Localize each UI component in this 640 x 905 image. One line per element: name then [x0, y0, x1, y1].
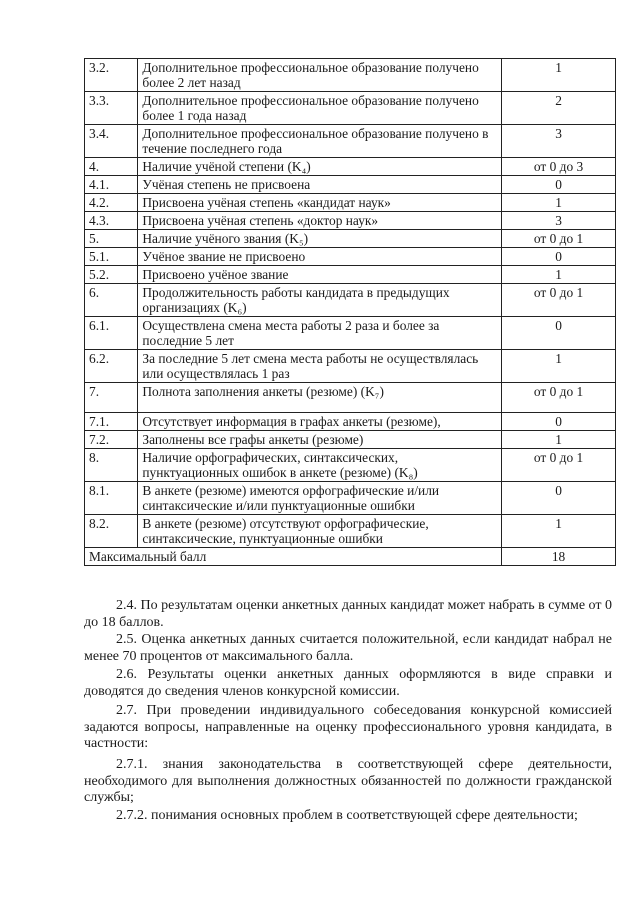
table-row [85, 92, 616, 125]
row-points: 1 [502, 350, 616, 383]
table-row [85, 125, 616, 158]
row-points: от 0 до 1 [502, 449, 616, 482]
row-number: 8.2. [85, 515, 138, 548]
row-criterion: Присвоена учёная степень «кандидат наук» [138, 194, 502, 212]
table-row [85, 230, 616, 248]
row-number: 4.3. [85, 212, 138, 230]
row-number: 5. [85, 230, 138, 248]
table-row [85, 449, 616, 482]
paragraph-2-7-2: 2.7.2. понимания основных проблем в соответствующей сфере деятельности; [116, 808, 578, 823]
scoring-table [84, 58, 616, 566]
row-criterion: Дополнительное профессиональное образование получено более 1 года назад [138, 92, 502, 125]
row-number: 5.1. [85, 248, 138, 266]
row-points: 0 [502, 248, 616, 266]
row-criterion: За последние 5 лет смена места работы не осуществлялась или осуществлялась 1 раз [138, 350, 502, 383]
total-label: Максимальный балл [85, 548, 502, 566]
paragraph-2-4: 2.4. По результатам оценки анкетных данных кандидат может набрать в сумме от 0 до 18 баллов. [84, 598, 612, 630]
table-row [85, 413, 616, 431]
scoring-table-body [85, 59, 616, 566]
table-row [85, 194, 616, 212]
row-criterion: Дополнительное профессиональное образование получено в течение последнего года [138, 125, 502, 158]
row-number: 3.3. [85, 92, 138, 125]
table-row [85, 212, 616, 230]
row-criterion: В анкете (резюме) отсутствуют орфографические, синтаксические, пунктуационные ошибки [138, 515, 502, 548]
row-criterion: Учёная степень не присвоена [138, 176, 502, 194]
row-criterion: Присвоена учёная степень «доктор наук» [138, 212, 502, 230]
table-row [85, 284, 616, 317]
row-points: от 0 до 1 [502, 284, 616, 317]
row-criterion: Дополнительное профессиональное образование получено более 2 лет назад [138, 59, 502, 92]
row-points: 1 [502, 194, 616, 212]
row-criterion: Осуществлена смена места работы 2 раза и более за последние 5 лет [138, 317, 502, 350]
row-points: 0 [502, 482, 616, 515]
table-row [85, 383, 616, 413]
row-criterion: В анкете (резюме) имеются орфографические и/или синтаксические и/или пунктуационные ошибки [138, 482, 502, 515]
row-points: от 0 до 1 [502, 383, 616, 413]
table-row [85, 431, 616, 449]
paragraph-2-5: 2.5. Оценка анкетных данных считается положительной, если кандидат набрал не менее 70 процентов от максимального балла. [84, 632, 612, 664]
table-row [85, 176, 616, 194]
row-points: 1 [502, 515, 616, 548]
row-criterion: Наличие орфографических, синтаксических, пунктуационных ошибок в анкете (резюме) (K₈) [138, 449, 502, 482]
paragraph-2-7-1: 2.7.1. знания законодательства в соответствующей сфере деятельности, необходимого для выполнения должностных обязанностей по должности гражданской службы; [84, 757, 612, 805]
row-points: 1 [502, 59, 616, 92]
row-number: 4.2. [85, 194, 138, 212]
row-points: 3 [502, 212, 616, 230]
table-row [85, 248, 616, 266]
table-row [85, 317, 616, 350]
row-number: 6.2. [85, 350, 138, 383]
row-number: 8. [85, 449, 138, 482]
table-row [85, 59, 616, 92]
row-points: 3 [502, 125, 616, 158]
total-points: 18 [502, 548, 616, 566]
row-points: 0 [502, 413, 616, 431]
row-number: 4. [85, 158, 138, 176]
table-row [85, 350, 616, 383]
row-number: 7. [85, 383, 138, 413]
row-number: 3.4. [85, 125, 138, 158]
row-number: 4.1. [85, 176, 138, 194]
row-points: 1 [502, 266, 616, 284]
table-row [85, 515, 616, 548]
row-points: 2 [502, 92, 616, 125]
row-number: 7.1. [85, 413, 138, 431]
row-criterion: Наличие учёной степени (K₄) [138, 158, 502, 176]
table-row [85, 158, 616, 176]
table-row [85, 482, 616, 515]
row-number: 7.2. [85, 431, 138, 449]
row-number: 8.1. [85, 482, 138, 515]
row-number: 6.1. [85, 317, 138, 350]
table-row [85, 266, 616, 284]
row-points: 1 [502, 431, 616, 449]
row-number: 5.2. [85, 266, 138, 284]
row-points: от 0 до 1 [502, 230, 616, 248]
paragraph-2-7: 2.7. При проведении индивидуального собеседования конкурсной комиссией задаются вопросы, направленные на оценку профессионального уровня кандидата, в частности: [84, 703, 612, 751]
row-number: 3.2. [85, 59, 138, 92]
table-total-row [85, 548, 616, 566]
row-criterion: Присвоено учёное звание [138, 266, 502, 284]
row-number: 6. [85, 284, 138, 317]
row-points: 0 [502, 176, 616, 194]
row-points: от 0 до 3 [502, 158, 616, 176]
row-criterion: Заполнены все графы анкеты (резюме) [138, 431, 502, 449]
row-criterion: Продолжительность работы кандидата в предыдущих организациях (K₆) [138, 284, 502, 317]
row-criterion: Наличие учёного звания (K₅) [138, 230, 502, 248]
row-criterion: Полнота заполнения анкеты (резюме) (K₇) [138, 383, 502, 413]
row-criterion: Отсутствует информация в графах анкеты (резюме), [138, 413, 502, 431]
paragraph-2-6: 2.6. Результаты оценки анкетных данных оформляются в виде справки и доводятся до сведения членов конкурсной комиссии. [84, 667, 612, 699]
row-criterion: Учёное звание не присвоено [138, 248, 502, 266]
row-points: 0 [502, 317, 616, 350]
